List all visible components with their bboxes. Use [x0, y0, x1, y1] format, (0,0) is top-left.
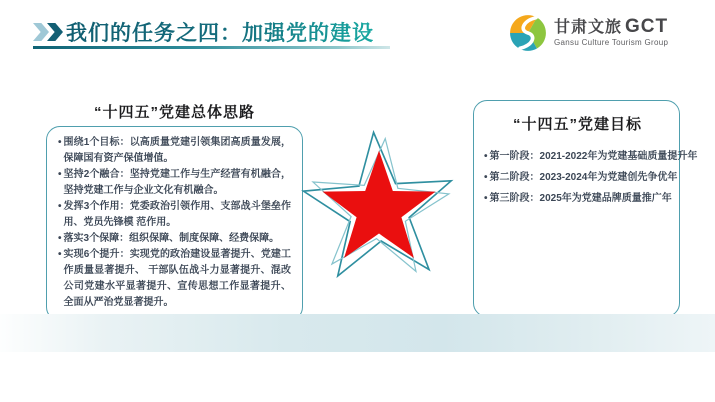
- bullet-item: [58, 199, 291, 231]
- logo-name-cn: 甘肃文旅: [554, 19, 623, 36]
- bullet-text: 围绕1个目标：以高质量党建引领集团高质量发展，保障国有资产保值增值。: [63, 137, 291, 164]
- bullet-item: [58, 231, 291, 247]
- bullet-dot: •: [58, 169, 62, 180]
- card-body: [46, 126, 303, 321]
- bullet-text: 实现6个提升：实现党的政治建设显著提升、党建工作质量显著提升、 干部队伍战斗力显著提升、混改公司党建水平显著提升、宣传思想工作显著提升、全面从严治党显著提升。: [63, 249, 291, 308]
- bullet-text: 第一阶段：2021-2022年为党建基础质量提升年: [489, 151, 698, 162]
- bullet-dot: •: [484, 172, 488, 183]
- page-title: 我们的任务之四：加强党的建设: [66, 17, 374, 47]
- bullet-dot: •: [58, 201, 62, 212]
- double-chevron-icon: [33, 23, 65, 41]
- chevron-right-icon: [47, 23, 63, 41]
- card-title: “十四五”党建目标: [512, 116, 642, 133]
- logo-name-en: GCT: [625, 16, 669, 37]
- title-underline: [33, 46, 390, 49]
- bullet-dot: •: [58, 249, 62, 260]
- chevron-right-icon: [33, 23, 49, 41]
- bullet-text: 第三阶段：2025年为党建品牌质量推广年: [489, 193, 672, 204]
- bullet-item: [58, 167, 291, 199]
- card-title: “十四五”党建总体思路: [93, 104, 255, 121]
- bullet-text: 第二阶段：2023-2024年为党建创先争优年: [489, 172, 678, 183]
- logo-text: [554, 14, 668, 47]
- bullet-dot: •: [484, 193, 488, 204]
- bullet-item: [484, 167, 678, 188]
- company-logo: [509, 14, 668, 52]
- bullet-dot: •: [58, 137, 62, 148]
- bullet-text: 落实3个保障：组织保障、制度保障、经费保障。: [63, 233, 280, 244]
- bullet-item: [58, 135, 291, 167]
- red-star-icon: [296, 124, 462, 296]
- bullet-item: [484, 188, 671, 209]
- card-party-building-goals: [473, 100, 698, 317]
- bullet-item: [58, 247, 291, 311]
- bullet-text: 坚持2个融合：坚持党建工作与生产经营有机融合，坚持党建工作与企业文化有机融合。: [63, 169, 291, 196]
- bullet-text: 发挥3个作用：党委政治引领作用、支部战斗堡垒作用、党员先锋模 范作用。: [63, 201, 291, 228]
- bullet-item: [484, 146, 698, 167]
- bullet-dot: •: [58, 233, 62, 244]
- bullet-dot: •: [484, 151, 488, 162]
- card-party-building-overall-approach: [46, 101, 303, 321]
- logo-swirl-icon: [509, 14, 547, 52]
- logo-subtitle: Gansu Culture Tourism Group: [554, 38, 669, 47]
- bottom-gradient-band: [0, 314, 715, 352]
